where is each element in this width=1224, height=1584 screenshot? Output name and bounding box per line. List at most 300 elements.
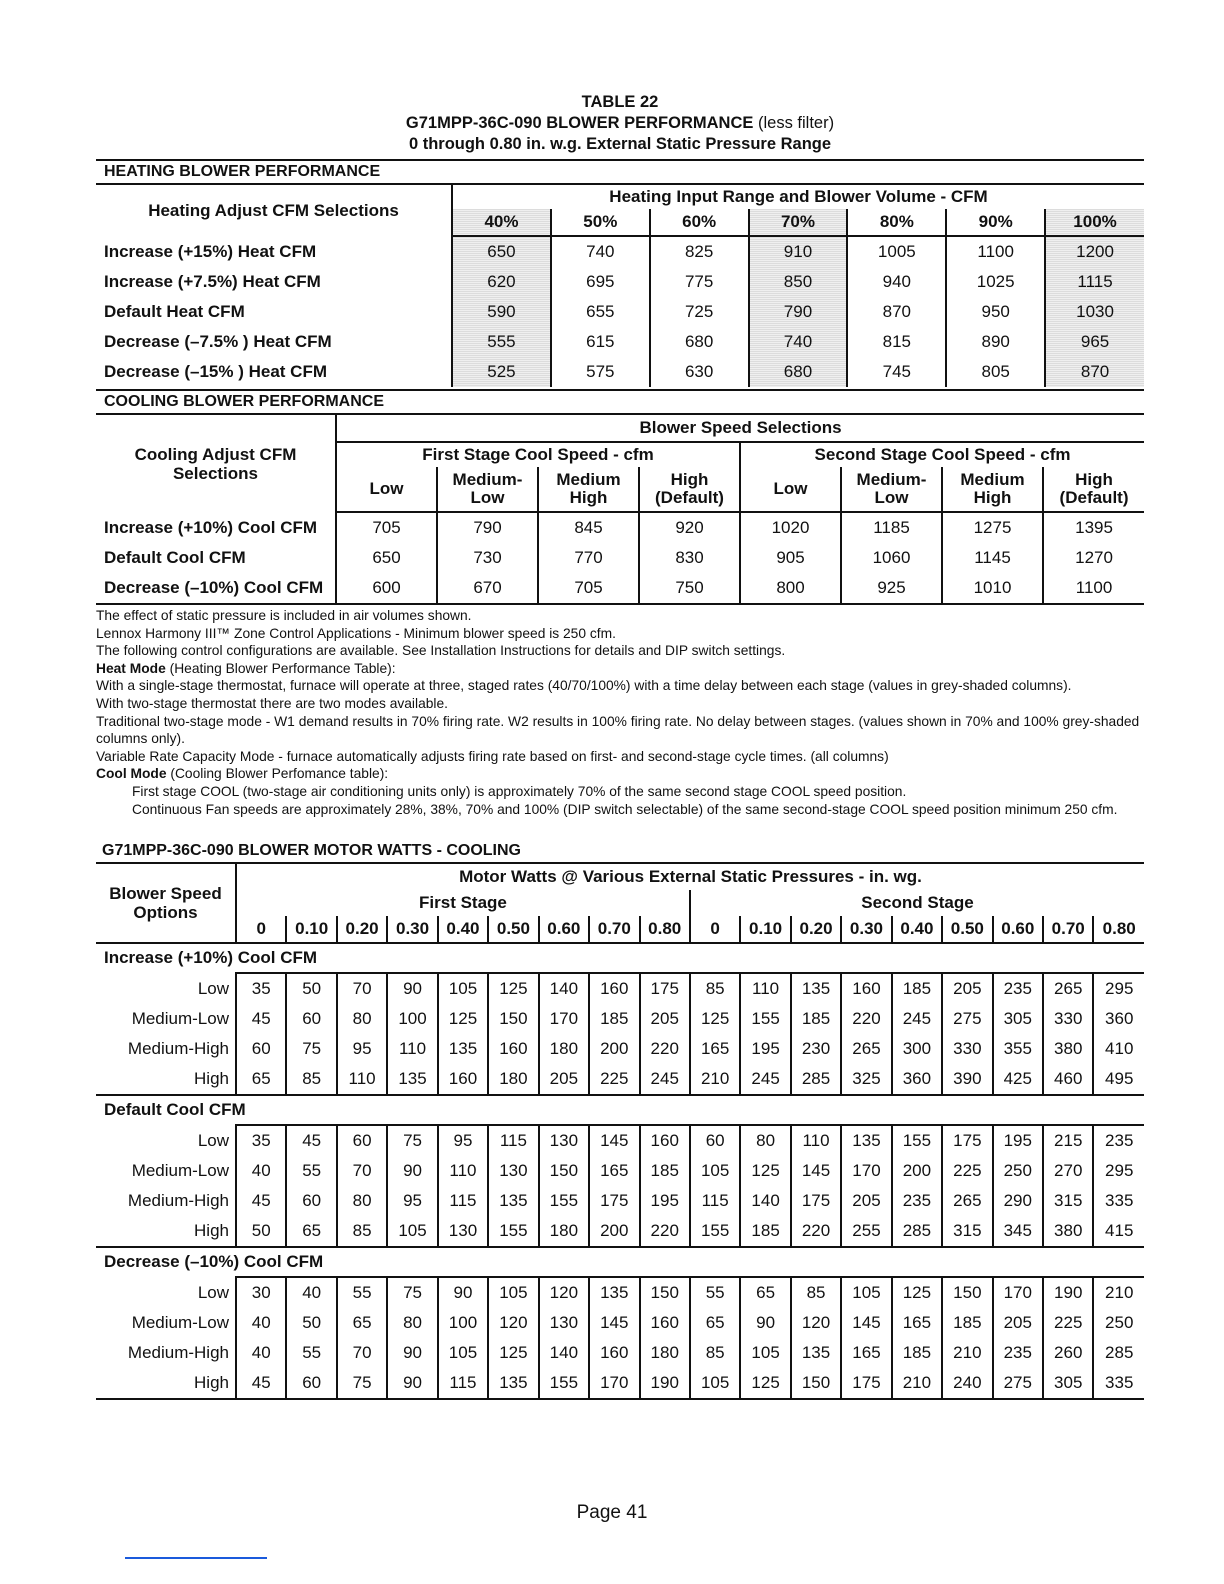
table-cell: 50 [286, 1308, 336, 1338]
table-cell: 40 [286, 1277, 336, 1308]
table-cell: 495 [1093, 1064, 1144, 1095]
table-cell: 790 [749, 297, 848, 327]
table-cell: 205 [841, 1186, 891, 1216]
table-cell: 185 [791, 1004, 841, 1034]
table-cell: 460 [1043, 1064, 1093, 1095]
table-cell: 360 [1093, 1004, 1144, 1034]
table-cell: 940 [847, 267, 946, 297]
table-cell: 425 [993, 1064, 1043, 1095]
table-cell: 165 [892, 1308, 942, 1338]
table-cell: 360 [892, 1064, 942, 1095]
table-cell: 220 [841, 1004, 891, 1034]
table-cell: 125 [892, 1277, 942, 1308]
table-cell: 390 [942, 1064, 992, 1095]
table-cell: 1145 [942, 543, 1043, 573]
table-cell: 135 [589, 1277, 639, 1308]
table-cell: 145 [589, 1308, 639, 1338]
table-cell: 80 [740, 1125, 790, 1156]
table-cell: 805 [946, 357, 1045, 387]
heating-column-header: 60% [650, 209, 749, 236]
heating-column-header: 40% [452, 209, 551, 236]
note-line [96, 748, 1144, 766]
watts-pressure-header: 0 [236, 916, 286, 943]
note-line [96, 660, 1144, 678]
table-cell: 525 [452, 357, 551, 387]
row-label: Increase (+15%) Heat CFM [104, 241, 317, 261]
cooling-stage1-header: First Stage Cool Speed - cfm [336, 442, 740, 467]
table-subtitle-note: (less filter) [757, 114, 835, 132]
table-cell: 80 [337, 1004, 387, 1034]
table-cell: 155 [690, 1216, 740, 1247]
table-cell: 160 [438, 1064, 488, 1095]
group-label: Increase (+10%) Cool CFM [96, 943, 1144, 973]
table-cell: 175 [640, 973, 690, 1004]
table-cell: 60 [236, 1034, 286, 1064]
table-cell: 50 [286, 973, 336, 1004]
watts-stage1-header: First Stage [236, 890, 690, 916]
table-cell: 120 [791, 1308, 841, 1338]
table-cell: 190 [640, 1368, 690, 1398]
note-text: Variable Rate Capacity Mode - furnace automatically adjusts firing rate based on first- and second-stage cycle times. (all columns) [96, 748, 889, 764]
row-label: Default Heat CFM [104, 302, 245, 321]
cooling-table [96, 413, 1144, 603]
note-text: First stage COOL (two-stage air conditioning units only) is approximately 70% of the same second stage COOL speed position. [132, 783, 907, 799]
table-cell: 155 [740, 1004, 790, 1034]
table-cell: 145 [841, 1308, 891, 1338]
table-cell: 1200 [1045, 236, 1144, 267]
group-label: Default Cool CFM [96, 1095, 1144, 1125]
table-cell: 135 [488, 1368, 538, 1398]
table-cell: 160 [589, 973, 639, 1004]
table-cell: 140 [539, 973, 589, 1004]
cooling-group-header: Blower Speed Selections [336, 414, 1144, 442]
table-cell: 120 [488, 1308, 538, 1338]
note-text: The effect of static pressure is included in air volumes shown. [96, 608, 472, 623]
table-cell: 655 [551, 297, 650, 327]
table-cell: 180 [640, 1338, 690, 1368]
table-cell: 180 [488, 1064, 538, 1095]
table-cell: 830 [639, 543, 740, 573]
table-cell: 105 [438, 973, 488, 1004]
table-cell: 260 [1043, 1338, 1093, 1368]
table-cell: 105 [690, 1156, 740, 1186]
table-cell: 105 [841, 1277, 891, 1308]
table-cell: 65 [236, 1064, 286, 1095]
table-cell: 45 [236, 1004, 286, 1034]
table-cell: 220 [640, 1216, 690, 1247]
table-cell: 110 [387, 1034, 437, 1064]
table-cell: 775 [650, 267, 749, 297]
table-cell: 315 [942, 1216, 992, 1247]
cooling-speed-header: Medium High [538, 467, 639, 512]
footer-link-underline[interactable] [125, 1557, 267, 1559]
heating-column-header: 70% [749, 209, 848, 236]
watts-row-header: Blower Speed Options [109, 884, 222, 923]
table-cell: 160 [640, 1125, 690, 1156]
table-cell: 265 [942, 1186, 992, 1216]
table-cell: 155 [539, 1186, 589, 1216]
table-cell: 1030 [1045, 297, 1144, 327]
table-cell: 950 [946, 297, 1045, 327]
table-row [96, 327, 1144, 357]
table-row [96, 1308, 1144, 1338]
table-cell: 95 [387, 1186, 437, 1216]
note-line [96, 713, 1144, 748]
group-row [96, 943, 1144, 973]
table-number: TABLE 22 [581, 93, 659, 111]
table-cell: 295 [1093, 1156, 1144, 1186]
table-cell: 815 [847, 327, 946, 357]
table-cell: 90 [387, 973, 437, 1004]
table-cell: 240 [942, 1368, 992, 1398]
table-cell: 90 [438, 1277, 488, 1308]
table-cell: 215 [1043, 1125, 1093, 1156]
table-cell: 110 [740, 973, 790, 1004]
cooling-stage2-header: Second Stage Cool Speed - cfm [740, 442, 1144, 467]
table-cell: 325 [841, 1064, 891, 1095]
table-cell: 245 [740, 1064, 790, 1095]
table-row [96, 512, 1144, 543]
watts-pressure-header: 0.50 [488, 916, 538, 943]
row-label: Increase (+7.5%) Heat CFM [104, 272, 321, 291]
watts-pressure-header: 0.50 [942, 916, 992, 943]
table-cell: 1395 [1043, 512, 1144, 543]
group-row [96, 1247, 1144, 1277]
cooling-speed-header: Medium High [942, 467, 1043, 512]
table-cell: 125 [740, 1368, 790, 1398]
table-cell: 185 [942, 1308, 992, 1338]
table-cell: 135 [387, 1064, 437, 1095]
table-cell: 285 [892, 1216, 942, 1247]
table-cell: 185 [892, 1338, 942, 1368]
table-cell: 185 [740, 1216, 790, 1247]
table-cell: 155 [488, 1216, 538, 1247]
table-cell: 165 [841, 1338, 891, 1368]
table-cell: 45 [286, 1125, 336, 1156]
table-cell: 175 [791, 1186, 841, 1216]
table-cell: 185 [589, 1004, 639, 1034]
table-cell: 740 [749, 327, 848, 357]
table-cell: 35 [236, 1125, 286, 1156]
table-cell: 150 [488, 1004, 538, 1034]
table-cell: 100 [387, 1004, 437, 1034]
note-text: Continuous Fan speeds are approximately 28%, 38%, 70% and 100% (DIP switch selectable) of the same second-stage COOL speed position minimum 250 cfm. [132, 801, 1118, 817]
row-label: Medium-High [127, 1343, 229, 1363]
table-cell: 790 [437, 512, 538, 543]
watts-pressure-header: 0.60 [993, 916, 1043, 943]
table-cell: 800 [740, 573, 841, 603]
row-label: Medium-Low [131, 1313, 229, 1333]
table-cell: 55 [286, 1338, 336, 1368]
table-cell: 745 [847, 357, 946, 387]
table-cell: 220 [640, 1034, 690, 1064]
table-cell: 180 [539, 1216, 589, 1247]
watts-pressure-header: 0.70 [1043, 916, 1093, 943]
table-subtitle [96, 113, 1144, 134]
table-cell: 75 [387, 1125, 437, 1156]
table-cell: 200 [589, 1034, 639, 1064]
watts-pressure-header: 0.20 [337, 916, 387, 943]
table-cell: 600 [336, 573, 437, 603]
table-cell: 330 [1043, 1004, 1093, 1034]
table-cell: 555 [452, 327, 551, 357]
table-cell: 290 [993, 1186, 1043, 1216]
table-row [96, 1186, 1144, 1216]
table-cell: 50 [236, 1216, 286, 1247]
row-label: Low [197, 978, 229, 998]
cooling-speed-header: High (Default) [1043, 467, 1144, 512]
table-cell: 255 [841, 1216, 891, 1247]
table-cell: 590 [452, 297, 551, 327]
table-cell: 135 [841, 1125, 891, 1156]
table-cell: 380 [1043, 1216, 1093, 1247]
table-cell: 175 [841, 1368, 891, 1398]
row-label: Medium-Low [131, 1161, 229, 1181]
table-cell: 90 [387, 1156, 437, 1186]
table-cell: 125 [740, 1156, 790, 1186]
row-label: Decrease (–15% ) Heat CFM [104, 362, 327, 381]
table-cell: 825 [650, 236, 749, 267]
table-cell: 125 [438, 1004, 488, 1034]
table-cell: 65 [286, 1216, 336, 1247]
table-cell: 770 [538, 543, 639, 573]
table-cell: 200 [589, 1216, 639, 1247]
table-cell: 130 [488, 1156, 538, 1186]
table-cell: 95 [438, 1125, 488, 1156]
note-heading: Cool Mode [96, 766, 167, 782]
table-cell: 905 [740, 543, 841, 573]
table-cell: 165 [589, 1156, 639, 1186]
heating-section-title: HEATING BLOWER PERFORMANCE [104, 163, 381, 180]
table-cell: 65 [337, 1308, 387, 1338]
table-cell: 575 [551, 357, 650, 387]
table-cell: 210 [942, 1338, 992, 1368]
table-cell: 55 [286, 1156, 336, 1186]
watts-pressure-header: 0.30 [841, 916, 891, 943]
table-cell: 90 [740, 1308, 790, 1338]
table-cell: 295 [1093, 973, 1144, 1004]
table-cell: 695 [551, 267, 650, 297]
note-line [96, 607, 1144, 625]
row-label: Decrease (–10%) Cool CFM [104, 578, 324, 597]
table-cell: 300 [892, 1034, 942, 1064]
note-line [96, 642, 1144, 660]
table-cell: 245 [640, 1064, 690, 1095]
table-row [96, 267, 1144, 297]
table-cell: 650 [452, 236, 551, 267]
table-cell: 890 [946, 327, 1045, 357]
table-cell: 130 [539, 1125, 589, 1156]
table-cell: 845 [538, 512, 639, 543]
note-line [96, 695, 1144, 713]
table-cell: 335 [1093, 1186, 1144, 1216]
row-label: High [194, 1069, 229, 1089]
table-cell: 245 [892, 1004, 942, 1034]
table-subtitle-bold: G71MPP-36C-090 BLOWER PERFORMANCE [405, 114, 754, 132]
table-cell: 60 [690, 1125, 740, 1156]
table-cell: 110 [438, 1156, 488, 1186]
table-row [96, 1368, 1144, 1398]
table-cell: 40 [236, 1338, 286, 1368]
row-label: Medium-High [127, 1191, 229, 1211]
table-cell: 45 [236, 1186, 286, 1216]
table-cell: 105 [740, 1338, 790, 1368]
table-cell: 175 [942, 1125, 992, 1156]
table-cell: 65 [740, 1277, 790, 1308]
note-line [96, 801, 1144, 819]
table-cell: 850 [749, 267, 848, 297]
table-cell: 210 [690, 1064, 740, 1095]
table-cell: 135 [791, 973, 841, 1004]
watts-pressure-header: 0 [690, 916, 740, 943]
group-row [96, 1095, 1144, 1125]
table-row [96, 297, 1144, 327]
table-cell: 160 [640, 1308, 690, 1338]
table-cell: 620 [452, 267, 551, 297]
note-text: (Heating Blower Performance Table): [165, 660, 396, 676]
table-cell: 275 [942, 1004, 992, 1034]
table-cell: 235 [993, 1338, 1043, 1368]
table-cell: 85 [690, 1338, 740, 1368]
table-cell: 210 [892, 1368, 942, 1398]
table-cell: 155 [892, 1125, 942, 1156]
notes [96, 607, 1144, 818]
table-cell: 150 [791, 1368, 841, 1398]
table-cell: 180 [539, 1034, 589, 1064]
table-cell: 40 [236, 1156, 286, 1186]
table-row [96, 973, 1144, 1004]
note-line [96, 765, 1144, 783]
cooling-speed-header: Low [740, 467, 841, 512]
watts-pressure-header: 0.10 [740, 916, 790, 943]
table-cell: 680 [650, 327, 749, 357]
watts-pressure-header: 0.40 [892, 916, 942, 943]
table-row [96, 1034, 1144, 1064]
table-row [96, 573, 1144, 603]
table-cell: 205 [993, 1308, 1043, 1338]
table-cell: 70 [337, 1156, 387, 1186]
table-cell: 1060 [841, 543, 942, 573]
table-cell: 1185 [841, 512, 942, 543]
table-cell: 185 [640, 1156, 690, 1186]
table-cell: 155 [539, 1368, 589, 1398]
watts-section-title: G71MPP-36C-090 BLOWER MOTOR WATTS - COOLING [102, 842, 521, 860]
table-cell: 75 [387, 1277, 437, 1308]
heating-column-header: 50% [551, 209, 650, 236]
table-row [96, 1156, 1144, 1186]
table-cell: 190 [1043, 1277, 1093, 1308]
table-cell: 170 [539, 1004, 589, 1034]
table-cell: 195 [993, 1125, 1043, 1156]
table-cell: 80 [337, 1186, 387, 1216]
watts-pressure-header: 0.80 [640, 916, 690, 943]
table-cell: 80 [387, 1308, 437, 1338]
watts-pressure-header: 0.30 [387, 916, 437, 943]
table-cell: 105 [387, 1216, 437, 1247]
table-cell: 730 [437, 543, 538, 573]
cooling-section-title: COOLING BLOWER PERFORMANCE [104, 393, 384, 410]
note-heading: Heat Mode [96, 660, 166, 676]
table-cell: 55 [690, 1277, 740, 1308]
table-cell: 615 [551, 327, 650, 357]
table-cell: 315 [1043, 1186, 1093, 1216]
heating-column-header: 90% [946, 209, 1045, 236]
table-cell: 705 [336, 512, 437, 543]
table-cell: 1275 [942, 512, 1043, 543]
table-cell: 355 [993, 1034, 1043, 1064]
watts-pressure-header: 0.10 [286, 916, 336, 943]
table-cell: 235 [892, 1186, 942, 1216]
table-cell: 235 [1093, 1125, 1144, 1156]
table-cell: 1010 [942, 573, 1043, 603]
watts-table [96, 862, 1144, 1398]
table-row [96, 1216, 1144, 1247]
table-cell: 135 [791, 1338, 841, 1368]
table-cell: 1020 [740, 512, 841, 543]
cooling-row-header: Cooling Adjust CFM Selections [134, 444, 297, 483]
table-cell: 910 [749, 236, 848, 267]
table-row [96, 236, 1144, 267]
watts-pressure-header: 0.60 [539, 916, 589, 943]
table-cell: 85 [791, 1277, 841, 1308]
table-cell: 110 [337, 1064, 387, 1095]
table-cell: 200 [892, 1156, 942, 1186]
row-label: High [194, 1373, 229, 1393]
table-cell: 305 [993, 1004, 1043, 1034]
table-cell: 55 [337, 1277, 387, 1308]
table-cell: 75 [337, 1368, 387, 1398]
table-cell: 1115 [1045, 267, 1144, 297]
row-label: Medium-Low [131, 1009, 229, 1029]
table-cell: 140 [740, 1186, 790, 1216]
heating-column-header: 80% [847, 209, 946, 236]
cooling-speed-header: High (Default) [639, 467, 740, 512]
table-cell: 60 [337, 1125, 387, 1156]
table-row [96, 1125, 1144, 1156]
table-cell: 45 [236, 1368, 286, 1398]
table-cell: 225 [589, 1064, 639, 1095]
table-cell: 105 [690, 1368, 740, 1398]
table-cell: 250 [993, 1156, 1043, 1186]
note-text: The following control configurations are available. See Installation Instructions for details and DIP switch settings. [96, 643, 786, 659]
row-label: Medium-High [127, 1039, 229, 1059]
table-cell: 90 [387, 1368, 437, 1398]
heating-row-header: Heating Adjust CFM Selections [148, 200, 399, 220]
table-cell: 680 [749, 357, 848, 387]
table-cell: 195 [640, 1186, 690, 1216]
table-cell: 220 [791, 1216, 841, 1247]
table-cell: 115 [488, 1125, 538, 1156]
table-cell: 125 [488, 973, 538, 1004]
row-label: Default Cool CFM [104, 548, 246, 567]
table-cell: 170 [993, 1277, 1043, 1308]
note-line [96, 783, 1144, 801]
row-label: Low [197, 1282, 229, 1302]
table-cell: 145 [791, 1156, 841, 1186]
table-cell: 725 [650, 297, 749, 327]
table-cell: 205 [539, 1064, 589, 1095]
table-cell: 185 [892, 973, 942, 1004]
cooling-speed-header: Medium- Low [437, 467, 538, 512]
table-cell: 1270 [1043, 543, 1144, 573]
note-text: With two-stage thermostat there are two modes available. [96, 695, 448, 711]
table-cell: 75 [286, 1034, 336, 1064]
table-cell: 150 [640, 1277, 690, 1308]
table-cell: 130 [539, 1308, 589, 1338]
table-cell: 920 [639, 512, 740, 543]
table-cell: 160 [589, 1338, 639, 1368]
heating-table [96, 183, 1144, 387]
